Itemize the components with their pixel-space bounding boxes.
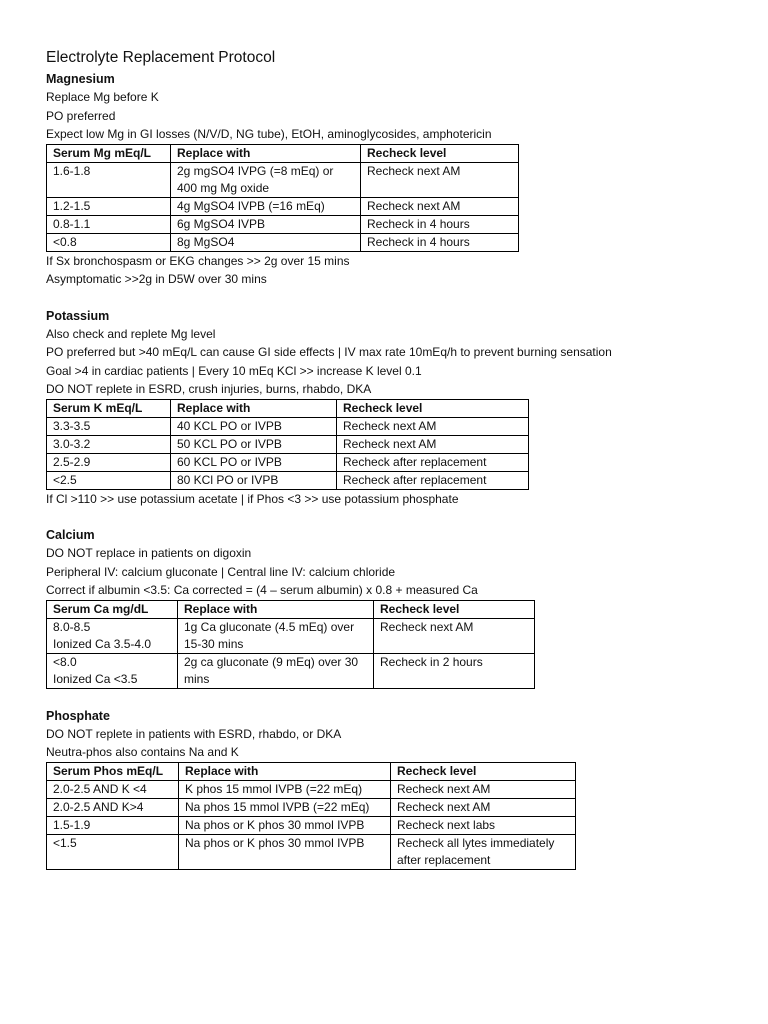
magnesium-note: Replace Mg before K [46,90,159,104]
table-cell: 8.0-8.5 Ionized Ca 3.5-4.0 [47,618,178,653]
table-cell: 3.3-3.5 [47,417,171,435]
potassium-note: Also check and replete Mg level [46,326,216,341]
table-row [47,618,535,653]
magnesium-note: PO preferred [46,108,116,123]
potassium-table [46,399,529,490]
phosphate-table [46,762,576,870]
table-cell: <8.0 Ionized Ca <3.5 [47,653,178,688]
section-spacer [46,289,726,307]
table-row [47,798,576,816]
potassium-note: PO preferred but >40 mEq/L can cause GI side effects | IV max rate 10mEq/h to prevent burning sensation [46,345,612,359]
potassium-note: Goal >4 in cardiac patients | Every 10 mEq KCl >> increase K level 0.1 [46,363,422,378]
table-header-row [47,600,535,618]
column-header: Recheck level [361,144,519,162]
magnesium-table [46,144,519,252]
phosphate-note: Neutra-phos also contains Na and K [46,745,239,759]
table-cell: 2g ca gluconate (9 mEq) over 30 mins [178,653,374,688]
table-row [47,471,529,489]
potassium-heading: Potassium [46,308,110,323]
potassium-note: DO NOT replete in ESRD, crush injuries, burns, rhabdo, DKA [46,382,372,396]
table-cell: Recheck after replacement [337,453,529,471]
column-header: Serum K mEq/L [47,399,171,417]
table-cell: Recheck next labs [391,816,576,834]
column-header: Replace with [179,762,391,780]
table-row [47,233,519,251]
calcium-note: Correct if albumin <3.5: Ca corrected = (4 – serum albumin) x 0.8 + measured Ca [46,583,478,597]
table-cell: 1.6-1.8 [47,162,171,197]
calcium-note: DO NOT replace in patients on digoxin [46,546,252,560]
table-cell: 2g mgSO4 IVPG (=8 mEq) or 400 mg Mg oxide [171,162,361,197]
section-spacer [46,508,726,526]
column-header: Serum Mg mEq/L [47,144,171,162]
table-cell: <1.5 [47,834,179,869]
table-row [47,780,576,798]
magnesium-heading: Magnesium [46,72,115,86]
table-header-row [47,762,576,780]
table-cell: 0.8-1.1 [47,215,171,233]
table-cell: Na phos or K phos 30 mmol IVPB [179,816,391,834]
magnesium-after-note: Asymptomatic >>2g in D5W over 30 mins [46,272,267,286]
column-header: Replace with [171,144,361,162]
column-header: Recheck level [374,600,535,618]
table-cell: K phos 15 mmol IVPB (=22 mEq) [179,780,391,798]
table-cell: 2.0-2.5 AND K <4 [47,780,179,798]
section-spacer [46,689,726,707]
potassium-after-note: If Cl >110 >> use potassium acetate | if Phos <3 >> use potassium phosphate [46,491,459,506]
calcium-note: Peripheral IV: calcium gluconate | Central line IV: calcium chloride [46,564,396,579]
table-cell: 50 KCL PO or IVPB [171,435,337,453]
column-header: Replace with [178,600,374,618]
document-title: Electrolyte Replacement Protocol [46,49,276,66]
table-cell: Recheck in 4 hours [361,233,519,251]
table-cell: Recheck after replacement [337,471,529,489]
magnesium-note: Expect low Mg in GI losses (N/V/D, NG tube), EtOH, aminoglycosides, amphotericin [46,127,492,141]
table-cell: <0.8 [47,233,171,251]
table-cell: Recheck next AM [337,417,529,435]
table-cell: Recheck next AM [391,798,576,816]
column-header: Serum Ca mg/dL [47,600,178,618]
table-cell: 4g MgSO4 IVPB (=16 mEq) [171,197,361,215]
table-cell: 1g Ca gluconate (4.5 mEq) over 15-30 mins [178,618,374,653]
table-cell: Recheck all lytes immediately after replacement [391,834,576,869]
table-cell: 6g MgSO4 IVPB [171,215,361,233]
table-cell: Recheck next AM [391,780,576,798]
table-cell: 1.5-1.9 [47,816,179,834]
phosphate-note: DO NOT replete in patients with ESRD, rhabdo, or DKA [46,726,342,741]
table-header-row [47,399,529,417]
column-header: Serum Phos mEq/L [47,762,179,780]
column-header: Replace with [171,399,337,417]
table-cell: 8g MgSO4 [171,233,361,251]
phosphate-heading: Phosphate [46,708,110,723]
table-cell: 3.0-3.2 [47,435,171,453]
table-cell: Na phos 15 mmol IVPB (=22 mEq) [179,798,391,816]
table-cell: <2.5 [47,471,171,489]
document-page [46,48,726,870]
table-cell: Recheck next AM [361,197,519,215]
table-header-row [47,144,519,162]
table-row [47,453,529,471]
table-cell: 60 KCL PO or IVPB [171,453,337,471]
table-cell: 40 KCL PO or IVPB [171,417,337,435]
table-cell: Recheck next AM [374,618,535,653]
table-row [47,816,576,834]
table-cell: Na phos or K phos 30 mmol IVPB [179,834,391,869]
calcium-table [46,600,535,689]
table-cell: Recheck in 4 hours [361,215,519,233]
calcium-heading: Calcium [46,528,95,542]
magnesium-after-note: If Sx bronchospasm or EKG changes >> 2g over 15 mins [46,253,350,268]
column-header: Recheck level [337,399,529,417]
table-row [47,197,519,215]
table-row [47,162,519,197]
table-cell: Recheck next AM [361,162,519,197]
table-row [47,417,529,435]
table-cell: 1.2-1.5 [47,197,171,215]
table-cell: 80 KCl PO or IVPB [171,471,337,489]
table-row [47,435,529,453]
column-header: Recheck level [391,762,576,780]
table-cell: Recheck next AM [337,435,529,453]
table-cell: 2.5-2.9 [47,453,171,471]
table-row [47,653,535,688]
table-row [47,834,576,869]
table-cell: 2.0-2.5 AND K>4 [47,798,179,816]
table-row [47,215,519,233]
table-cell: Recheck in 2 hours [374,653,535,688]
